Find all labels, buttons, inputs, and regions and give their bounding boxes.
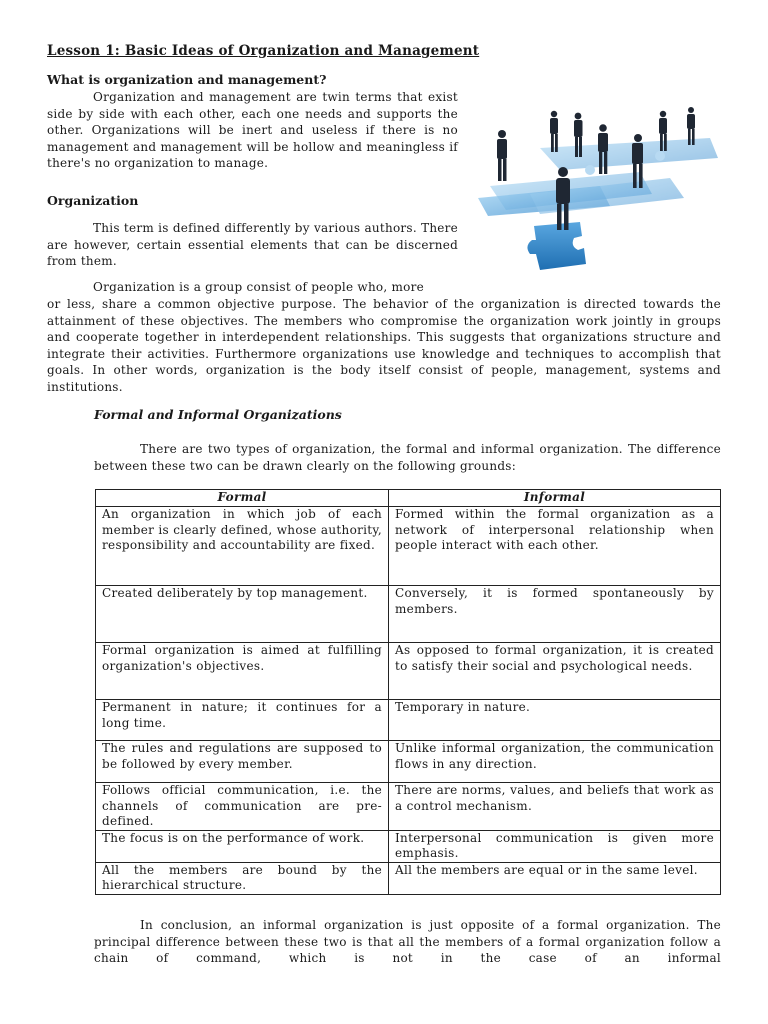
- table-row: [96, 830, 721, 862]
- formal-cell: Formal organization is aimed at fulfilling organization's objectives.: [96, 643, 389, 700]
- table-row: [96, 507, 721, 586]
- intro-paragraph: Organization and management are twin terms that exist side by side with each other, each one needs and supports the other. Organizations will be inert and useless if there is no management and management will be hollow and meaningless if there's no organization to manage.: [47, 90, 458, 171]
- table-row: [96, 741, 721, 783]
- formal-cell: The rules and regulations are supposed to be followed by every member.: [96, 741, 389, 783]
- organization-paragraph: or less, share a common objective purpose. The behavior of the organization is directed towards the attainment of these objectives. The members who compromise the organization work jointly in groups and cooperate together in interdependent relationships. This suggests that organizations structure and integrate their activities. Furthermore organizations use knowledge and techniques to accomplish that goals. In other words, organization is the body itself consist of people, management, systems and institutions.: [47, 297, 721, 394]
- person-front: [556, 167, 570, 230]
- business-puzzle-illustration: [470, 98, 722, 276]
- question-heading: What is organization and management?: [47, 72, 327, 87]
- formal-informal-heading: Formal and Informal Organizations: [94, 407, 342, 422]
- organization-paragraph-first-line: Organization is a group consist of people who, more: [93, 280, 424, 294]
- definition-paragraph: This term is defined differently by various authors. There are however, certain essential elements that can be discerned from them.: [47, 221, 458, 269]
- table-header-formal: Formal: [96, 490, 389, 507]
- formal-cell: All the members are bound by the hierarchical structure.: [96, 862, 389, 894]
- raised-puzzle-piece: [527, 222, 586, 270]
- conclusion-paragraph: In conclusion, an informal organization is just opposite of a formal organization. The principal difference between these two is that all the members of a formal organization follow a chain of command, which is not in the case of an informal: [94, 918, 721, 966]
- table-row: [96, 783, 721, 831]
- table-header-informal: Informal: [389, 490, 721, 507]
- informal-cell: Temporary in nature.: [389, 700, 721, 741]
- organization-heading: Organization: [47, 193, 139, 208]
- table-row: [96, 862, 721, 894]
- formal-cell: Permanent in nature; it continues for a long time.: [96, 700, 389, 741]
- informal-cell: All the members are equal or in the same level.: [389, 862, 721, 894]
- table-row: [96, 586, 721, 643]
- informal-cell: Interpersonal communication is given more emphasis.: [389, 830, 721, 862]
- types-paragraph: There are two types of organization, the formal and informal organization. The difference between these two can be drawn clearly on the following grounds:: [94, 442, 721, 473]
- table-row: [96, 700, 721, 741]
- lesson-title: Lesson 1: Basic Ideas of Organization and Management: [47, 43, 480, 59]
- informal-cell: As opposed to formal organization, it is created to satisfy their social and psychological needs.: [389, 643, 721, 700]
- formal-cell: Created deliberately by top management.: [96, 586, 389, 643]
- formal-cell: Follows official communication, i.e. the channels of communication are pre-defined.: [96, 783, 389, 831]
- formal-cell: An organization in which job of each member is clearly defined, whose authority, responsibility and accountability are fixed.: [96, 507, 389, 586]
- table-row: [96, 643, 721, 700]
- person-left: [497, 130, 507, 181]
- formal-cell: The focus is on the performance of work.: [96, 830, 389, 862]
- table-header-row: [96, 490, 721, 507]
- formal-informal-table: [95, 489, 721, 895]
- informal-cell: There are norms, values, and beliefs that work as a control mechanism.: [389, 783, 721, 831]
- informal-cell: Unlike informal organization, the communication flows in any direction.: [389, 741, 721, 783]
- person-2: [550, 111, 558, 152]
- informal-cell: Formed within the formal organization as a network of interpersonal relationship when people interact with each other.: [389, 507, 721, 586]
- informal-cell: Conversely, it is formed spontaneously by members.: [389, 586, 721, 643]
